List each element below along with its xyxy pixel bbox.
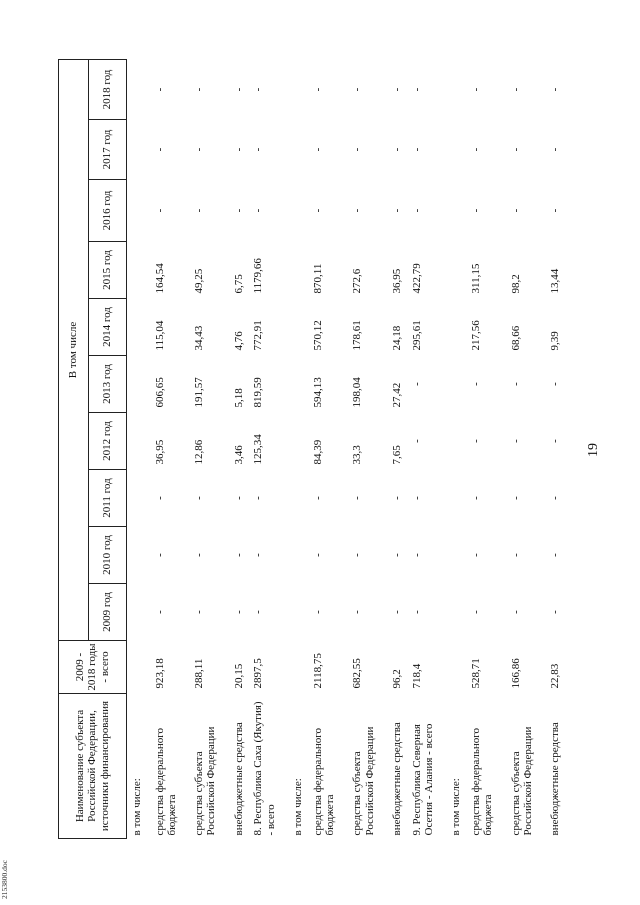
row-value [450,120,470,180]
row-value [292,242,312,299]
row-value [292,299,312,356]
row-value: - [153,496,166,500]
row-value: 34,43 [193,325,206,351]
row-value: - [549,496,562,500]
row-total: 718,4 [410,663,423,689]
row-value: 84,39 [311,439,324,465]
row-value: - [470,147,483,152]
row-value: - [390,496,403,500]
row-value: - [351,610,364,614]
row-value: - [351,208,364,213]
header-total-column: 2009 - 2018 годы - всего [59,641,127,694]
row-value [127,413,154,470]
row-value: - [509,87,522,92]
row-value [127,527,154,584]
row-value: - [193,87,206,92]
table-row [450,59,470,838]
row-value [292,470,312,527]
row-value [127,59,154,119]
row-value: - [153,147,166,152]
row-value: - [311,553,324,557]
row-value: - [410,439,423,443]
row-value: 819,59 [252,377,265,408]
row-value: - [410,610,423,614]
row-value: - [311,208,324,213]
row-value: 1179,66 [252,258,265,294]
table-row [312,59,352,838]
row-value: - [193,610,206,614]
row-value [292,120,312,180]
row-value: - [232,87,245,92]
row-value [127,242,154,299]
row-value: - [311,610,324,614]
header-year: 2010 год [89,527,127,584]
row-value [450,180,470,242]
row-value: 24,18 [390,325,403,351]
row-total: 96,2 [390,669,403,689]
row-name: в том числе: [291,778,304,836]
row-value: 27,42 [390,382,403,408]
row-value: - [549,87,562,92]
row-value: - [549,553,562,557]
row-value: 7,65 [390,445,403,465]
row-value: - [252,147,265,152]
row-value: - [470,553,483,557]
row-name: 9. Республика Северная Осетия - Алания - всего [410,723,435,836]
row-value: - [410,87,423,92]
row-name: в том числе: [131,778,143,836]
row-value: - [509,496,522,500]
row-value: 115,04 [153,320,166,351]
row-value: - [153,610,166,614]
row-name: средства федерального бюджета [470,727,495,836]
row-value: 3,46 [232,445,245,465]
row-value [127,584,154,641]
row-total: 22,83 [549,663,562,689]
row-value: - [509,382,522,386]
table-row [549,59,569,838]
row-value [292,59,312,119]
header-year: 2014 год [89,299,127,356]
row-value [292,527,312,584]
row-total: 2897,5 [252,658,265,689]
row-name: средства субъекта Российской Федерации [351,726,376,836]
row-value: - [390,553,403,557]
row-name: 8. Республика Саха (Якутия) - всего [252,701,277,836]
row-value [450,242,470,299]
table-row [470,59,510,838]
row-name: внебюджетные средства [232,722,245,836]
row-value: - [410,147,423,152]
row-value [292,180,312,242]
row-value: - [232,208,245,213]
header-name-column: Наименование субъекта Российской Федерации, источники финансирования [59,694,127,839]
header-in-that-number: В том числе [59,59,89,640]
header-year: 2016 год [89,180,127,242]
table-row [292,59,312,838]
row-value: - [470,496,483,500]
row-value: - [470,87,483,92]
row-value [127,356,154,413]
header-year: 2012 год [89,413,127,470]
financing-table [58,59,569,839]
row-value: 311,15 [470,263,483,294]
row-value: - [390,87,403,92]
row-name: средства федерального бюджета [153,727,178,836]
table-row [127,59,154,838]
row-value: - [509,208,522,213]
row-total: 2118,75 [311,653,324,689]
row-value: - [509,439,522,443]
row-value: 6,75 [232,274,245,294]
row-total: 166,86 [509,658,522,689]
row-value [450,299,470,356]
row-value [292,356,312,413]
header-year: 2017 год [89,120,127,180]
header-year: 2011 год [89,470,127,527]
row-value: - [153,208,166,213]
row-value [450,413,470,470]
row-total [450,641,470,694]
row-total: 923,18 [153,658,166,689]
row-value: 5,18 [232,388,245,408]
row-value: - [193,208,206,213]
row-value: 125,34 [252,434,265,465]
row-value: - [153,87,166,92]
row-value [450,527,470,584]
document-reference: 2153800.doc [0,860,9,899]
row-value: - [470,382,483,386]
row-name: в том числе: [450,778,463,836]
table-row [411,59,451,838]
row-value: - [509,553,522,557]
row-value: - [252,87,265,92]
row-value: - [470,439,483,443]
row-value: - [549,147,562,152]
row-value: - [509,610,522,614]
row-value: 570,12 [311,320,324,351]
row-total: 682,55 [351,658,364,689]
row-value: - [390,147,403,152]
table-row [252,59,292,838]
row-value [127,180,154,242]
row-value: - [549,208,562,213]
row-value: - [252,496,265,500]
row-value: 98,2 [509,274,522,294]
row-value: - [410,553,423,557]
row-value: 4,76 [232,331,245,351]
row-value: - [470,208,483,213]
table-row [193,59,233,838]
row-value: - [410,208,423,213]
row-value [127,470,154,527]
row-value: - [153,553,166,557]
header-year: 2018 год [89,59,127,119]
table-row [510,59,550,838]
row-total: 20,15 [232,663,245,689]
row-value: - [390,610,403,614]
row-value: 12,86 [193,439,206,465]
row-value: 198,04 [351,377,364,408]
row-value: 68,66 [509,325,522,351]
row-value: 36,95 [390,268,403,294]
row-total [127,641,154,694]
row-value [127,299,154,356]
row-value: 606,65 [153,377,166,408]
header-year: 2015 год [89,242,127,299]
row-value: 217,56 [470,320,483,351]
row-name: средства федерального бюджета [311,727,337,836]
page-number: 19 [586,443,601,457]
row-value [292,413,312,470]
row-value: - [232,147,245,152]
row-total [292,641,312,694]
row-value: - [549,610,562,614]
row-value: - [252,553,265,557]
row-value: 33,3 [351,445,364,465]
row-value: - [509,147,522,152]
row-value: - [193,553,206,557]
row-value: 422,79 [410,263,423,294]
row-value: 178,61 [351,320,364,351]
row-value: - [311,87,324,92]
row-value [450,584,470,641]
table-body [127,59,570,838]
row-value: 772,91 [252,320,265,351]
row-value: - [410,382,423,386]
row-total: 288,11 [193,658,206,689]
table-row [154,59,194,838]
row-value: 191,57 [193,377,206,408]
row-value: - [252,610,265,614]
table-row [351,59,391,838]
row-value: - [351,553,364,557]
row-value: - [351,87,364,92]
row-value [450,59,470,119]
row-value: - [390,208,403,213]
row-name: средства субъекта Российской Федерации [193,726,218,836]
row-value: 13,44 [549,268,562,294]
row-value: - [351,496,364,500]
row-value: - [232,610,245,614]
table-row [391,59,411,838]
row-value: 594,13 [311,377,324,408]
header-year: 2009 год [89,584,127,641]
row-value: 49,25 [193,268,206,294]
row-value: 870,11 [311,263,324,294]
row-value: 272,6 [351,268,364,294]
row-value: 164,54 [153,263,166,294]
row-value: - [549,382,562,386]
row-value [127,120,154,180]
row-value: - [311,496,324,500]
row-value: - [232,496,245,500]
row-value [450,356,470,413]
row-value: - [549,439,562,443]
table-row [233,59,253,838]
row-value [292,584,312,641]
row-value: 9,39 [549,331,562,351]
row-value: 295,61 [410,320,423,351]
row-value: - [252,208,265,213]
row-name: средства субъекта Российской Федерации [509,726,534,836]
header-year: 2013 год [89,356,127,413]
row-value: - [232,553,245,557]
row-value: - [410,496,423,500]
row-value: - [351,147,364,152]
row-value: - [470,610,483,614]
row-name: внебюджетные средства [549,722,562,836]
row-name: внебюджетные средства [390,722,403,836]
row-value: - [193,147,206,152]
row-value: - [311,147,324,152]
row-total: 528,71 [470,658,483,689]
row-value: - [193,496,206,500]
row-value [450,470,470,527]
row-value: 36,95 [153,439,166,465]
